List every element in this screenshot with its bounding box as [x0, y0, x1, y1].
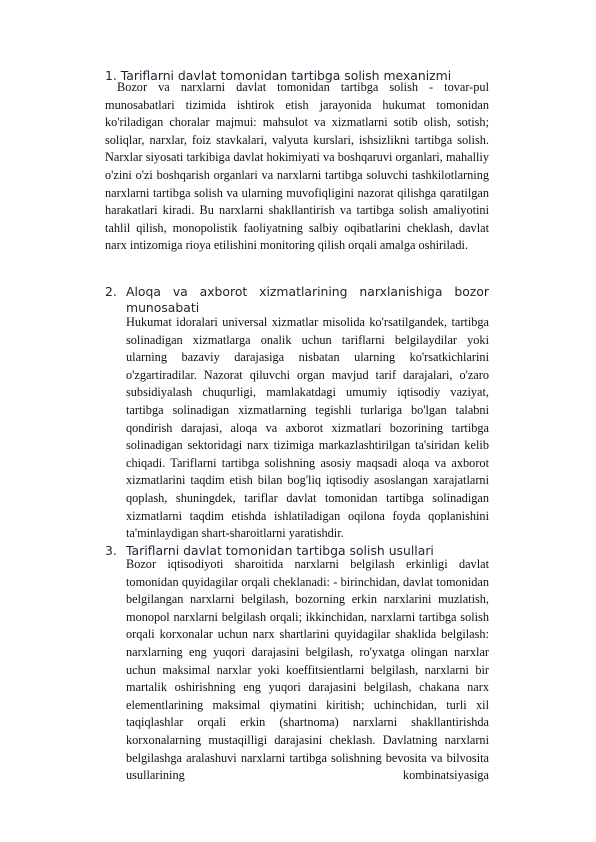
section-2-title-line2: munosabati: [126, 300, 200, 315]
section-2-paragraph: Hukumat idoralari universal xizmatlar misolida ko'rsatilgandek, tartibga solinadigan xizmatlarga onalik uchun tariflarni belgilaydilar yoki ularning bazaviy darajasiga nisbatan ularning ko'rsatkichlarini o'zgartiradilar. Nazorat qiluvchi organ mavjud tarif darajalari, o'zaro subsidiyalash chuqurligi, mamlakatdagi umumiy iqtisodiy vaziyat, tartibga solinadigan xizmatlarning tegishli turlariga bo'lgan talabni qondirish darajasi, aloqa va axborot xizmatlari bozorining tartibga solinadigan sektoridagi narx tizimiga markazlashtirilgan ta'siridan kelib chiqadi. Tariflarni tartibga solishning asosiy maqsadi aloqa va axborot xizmatlarini taqdim etish bilan bog'liq iqtisodiy asoslangan xarajatlarni qoplash, shuningdek, tariflar davlat tomonidan tartibga solinadigan xizmatlarni taqdim etishda ishlatiladigan oqilona foyda qoplanishini ta'minlaydigan shart-sharoitlarni yaratishdir.: [126, 315, 489, 541]
section-1-paragraph: Bozor va narxlarni davlat tomonidan tartibga solish - tovar-pul munosabatlari tizimida ishtirok etish jarayonida hukumat tomonidan ko'riladigan choralar majmui: mahsulot va xizmatlarni sotib olish, sotish; soliqlar, narxlar, foiz stavkalari, valyuta kurslari, ishsizlikni tartibga solish. Narxlar siyosati tarkibiga davlat hokimiyati va boshqaruvi organlari, mahalliy o'zini o'zi boshqarish organlari va narxlarni tartibga soluvchi tashkilotlarning narxlarni tartibga solish va ularning muvofiqligini nazorat qilishga qaratilgan harakatlari kiradi. Bu narxlarni shakllantirish va tartibga solish amaliyotini tahlil qilish, monopolistik faoliyatning salbiy oqibatlarini cheklash, davlat narx intizomiga rioya etilishini monitoring qilish orqali amalga oshiriladi.: [105, 80, 489, 253]
section-1-number: 1.: [105, 68, 117, 83]
section-1-title: Tariflarni davlat tomonidan tartibga solish mexanizmi: [120, 68, 452, 83]
section-3-paragraph: Bozor iqtisodiyoti sharoitida narxlarni belgilash erkinligi davlat tomonidan quyidagilar orqali cheklanadi: - birinchidan, davlat tomonidan belgilangan narxlarni belgilash, bozorning erkin narxlarini muzlatish, monopol narxlarni belgilash orqali; ikkinchidan, narxlarni tartibga solish orqali korxonalar uchun narx shartlarini quyidagilar shaklida belgilash: narxlarning eng yuqori darajasini belgilash, ro'yxatga olingan narxlar uchun maksimal narxlar yoki koeffitsientlarni belgilash, narxlarni bir martalik oshirishning eng yuqori darajasini belgilash, chakana narx elementlarining maksimal qiymatini kiritish; uchinchidan, turli xil taqiqlashlar orqali erkin (shartnoma) narxlarni shakllantirishda korxonalarning mustaqilligi darajasini cheklash. Davlatning narxlarni belgilashga aralashuvi narxlarni tartibga solishning bevosita va bilvosita usullarining kombinatsiyasiga: [126, 557, 489, 783]
section-2-title-line1: Aloqa va axborot xizmatlarining narxlanishiga bozor: [126, 284, 489, 299]
section-3-number: 3.: [105, 543, 117, 558]
section-2-number: 2.: [105, 284, 117, 299]
section-3-title: Tariflarni davlat tomonidan tartibga solish usullari: [126, 543, 434, 558]
section-2-heading: [105, 284, 489, 316]
